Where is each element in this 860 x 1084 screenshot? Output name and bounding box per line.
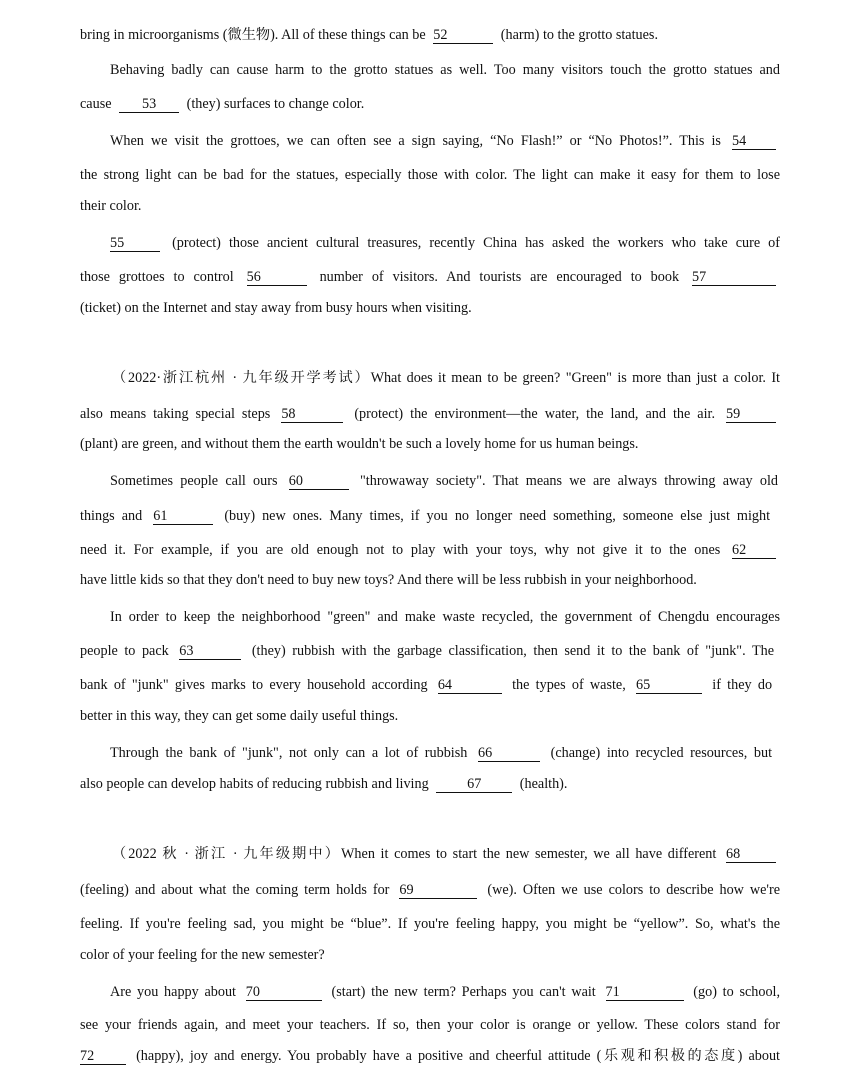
text-line xyxy=(112,845,780,863)
text-line xyxy=(80,707,780,725)
text-run: need it. For example, if you are old enough not to play with your toys, why not give it to the ones xyxy=(80,542,721,558)
answer-blank-52[interactable]: 52 xyxy=(433,28,493,44)
text-line xyxy=(110,234,780,252)
text-run: (feeling) and about what the coming term holds for xyxy=(80,882,390,898)
answer-blank-65[interactable]: 65 xyxy=(636,678,702,694)
text-run: (happy), joy and energy. You probably have a positive and cheerful attitude (乐观和积极的态度) about xyxy=(136,1048,780,1064)
answer-blank-55[interactable]: 55 xyxy=(110,236,160,252)
answer-blank-64[interactable]: 64 xyxy=(438,678,502,694)
text-line xyxy=(80,775,780,793)
text-line xyxy=(110,132,780,150)
answer-blank-59[interactable]: 59 xyxy=(726,407,776,423)
text-run: Through the bank of "junk", not only can a lot of rubbish xyxy=(110,745,468,761)
text-run: the strong light can be bad for the statues, especially those with color. The light can make it easy for them to lose xyxy=(80,167,780,183)
text-run: (they) surfaces to change color. xyxy=(186,96,365,112)
text-line xyxy=(110,608,780,626)
text-line xyxy=(80,946,780,964)
source-label: （2022·浙江杭州 · 九年级开学考试） xyxy=(112,370,371,386)
source-label: （2022 秋 · 浙江 · 九年级期中） xyxy=(112,846,342,862)
text-run: feeling. If you're feeling sad, you might be “blue”. If you're feeling happy, you might be “yellow”. So, what's the xyxy=(80,916,780,932)
text-run: When we visit the grottoes, we can often see a sign saying, “No Flash!” or “No Photos!”. This is xyxy=(110,133,721,149)
text-run: "throwaway society". That means we are always throwing away old xyxy=(360,473,779,489)
answer-blank-72[interactable]: 72 xyxy=(80,1049,126,1065)
answer-blank-57[interactable]: 57 xyxy=(692,270,776,286)
text-run: bank of "junk" gives marks to every household according xyxy=(80,677,428,693)
text-line xyxy=(80,915,780,933)
answer-blank-54[interactable]: 54 xyxy=(732,134,776,150)
text-line xyxy=(112,369,780,387)
answer-blank-62[interactable]: 62 xyxy=(732,543,776,559)
text-run: better in this way, they can get some daily useful things. xyxy=(80,708,399,724)
text-line xyxy=(80,26,780,44)
text-run: also means taking special steps xyxy=(80,406,271,422)
text-line xyxy=(80,268,780,286)
text-line xyxy=(80,405,780,423)
text-run: (change) into recycled resources, but xyxy=(550,745,773,761)
text-run: also people can develop habits of reducing rubbish and living xyxy=(80,776,429,792)
text-line xyxy=(80,642,774,660)
answer-blank-70[interactable]: 70 xyxy=(246,985,322,1001)
text-line xyxy=(80,299,780,317)
text-line xyxy=(80,1016,780,1034)
answer-blank-71[interactable]: 71 xyxy=(606,985,684,1001)
text-line xyxy=(110,744,772,762)
text-run: if they do xyxy=(712,677,773,693)
text-run: the types of waste, xyxy=(512,677,626,693)
answer-blank-58[interactable]: 58 xyxy=(281,407,343,423)
answer-blank-63[interactable]: 63 xyxy=(179,644,241,660)
text-run: (they) rubbish with the garbage classification, then send it to the bank of "junk". The xyxy=(251,643,774,659)
text-run: (we). Often we use colors to describe how we're xyxy=(487,882,781,898)
text-run: bring in microorganisms (微生物). All of these things can be xyxy=(80,27,426,43)
text-run: What does it mean to be green? "Green" is more than just a color. It xyxy=(370,370,780,386)
text-run: (harm) to the grotto statues. xyxy=(500,27,659,43)
text-run: In order to keep the neighborhood "green" and make waste recycled, the government of Chengdu encourages xyxy=(110,609,780,625)
answer-blank-53[interactable]: 53 xyxy=(119,97,179,113)
text-line xyxy=(80,881,780,899)
text-run: those grottoes to control xyxy=(80,269,234,285)
text-line xyxy=(110,61,780,79)
text-run: (start) the new term? Perhaps you can't wait xyxy=(331,984,596,1000)
text-run: things and xyxy=(80,508,143,524)
answer-blank-68[interactable]: 68 xyxy=(726,847,776,863)
text-line xyxy=(80,507,770,525)
text-run: (ticket) on the Internet and stay away from busy hours when visiting. xyxy=(80,300,472,316)
text-run: see your friends again, and meet your teachers. If so, then your color is orange or yellow. These colors stand for xyxy=(80,1017,780,1033)
text-line xyxy=(80,676,772,694)
text-run: cause xyxy=(80,96,112,112)
text-run: their color. xyxy=(80,198,142,214)
text-line xyxy=(80,1047,780,1065)
text-line xyxy=(80,166,780,184)
text-line xyxy=(110,983,780,1001)
text-run: have little kids so that they don't need to buy new toys? And there will be less rubbish in your neighborhood. xyxy=(80,572,697,588)
answer-blank-56[interactable]: 56 xyxy=(247,270,307,286)
answer-blank-67[interactable]: 67 xyxy=(436,777,512,793)
text-run: (health). xyxy=(519,776,568,792)
text-line xyxy=(80,571,780,589)
text-line xyxy=(80,435,780,453)
text-run: number of visitors. And tourists are encouraged to book xyxy=(319,269,680,285)
text-run: (buy) new ones. Many times, if you no longer need something, someone else just might xyxy=(224,508,771,524)
text-line xyxy=(80,541,780,559)
text-run: color of your feeling for the new semester? xyxy=(80,947,325,963)
answer-blank-61[interactable]: 61 xyxy=(153,509,213,525)
answer-blank-60[interactable]: 60 xyxy=(289,474,349,490)
text-run: Are you happy about xyxy=(110,984,236,1000)
text-run: Behaving badly can cause harm to the grotto statues as well. Too many visitors touch the grotto statues and xyxy=(110,62,780,78)
text-run: people to pack xyxy=(80,643,169,659)
text-run: When it comes to start the new semester, we all have different xyxy=(341,846,717,862)
text-line xyxy=(80,197,780,215)
text-run: (plant) are green, and without them the earth wouldn't be such a lovely home for us human beings. xyxy=(80,436,639,452)
answer-blank-66[interactable]: 66 xyxy=(478,746,540,762)
text-run: Sometimes people call ours xyxy=(110,473,278,489)
text-line xyxy=(110,472,778,490)
answer-blank-69[interactable]: 69 xyxy=(399,883,477,899)
text-run: (protect) the environment—the water, the land, and the air. xyxy=(354,406,716,422)
text-run: (protect) those ancient cultural treasures, recently China has asked the workers who take cure of xyxy=(172,235,780,251)
text-run: (go) to school, xyxy=(693,984,781,1000)
text-line xyxy=(80,95,780,113)
